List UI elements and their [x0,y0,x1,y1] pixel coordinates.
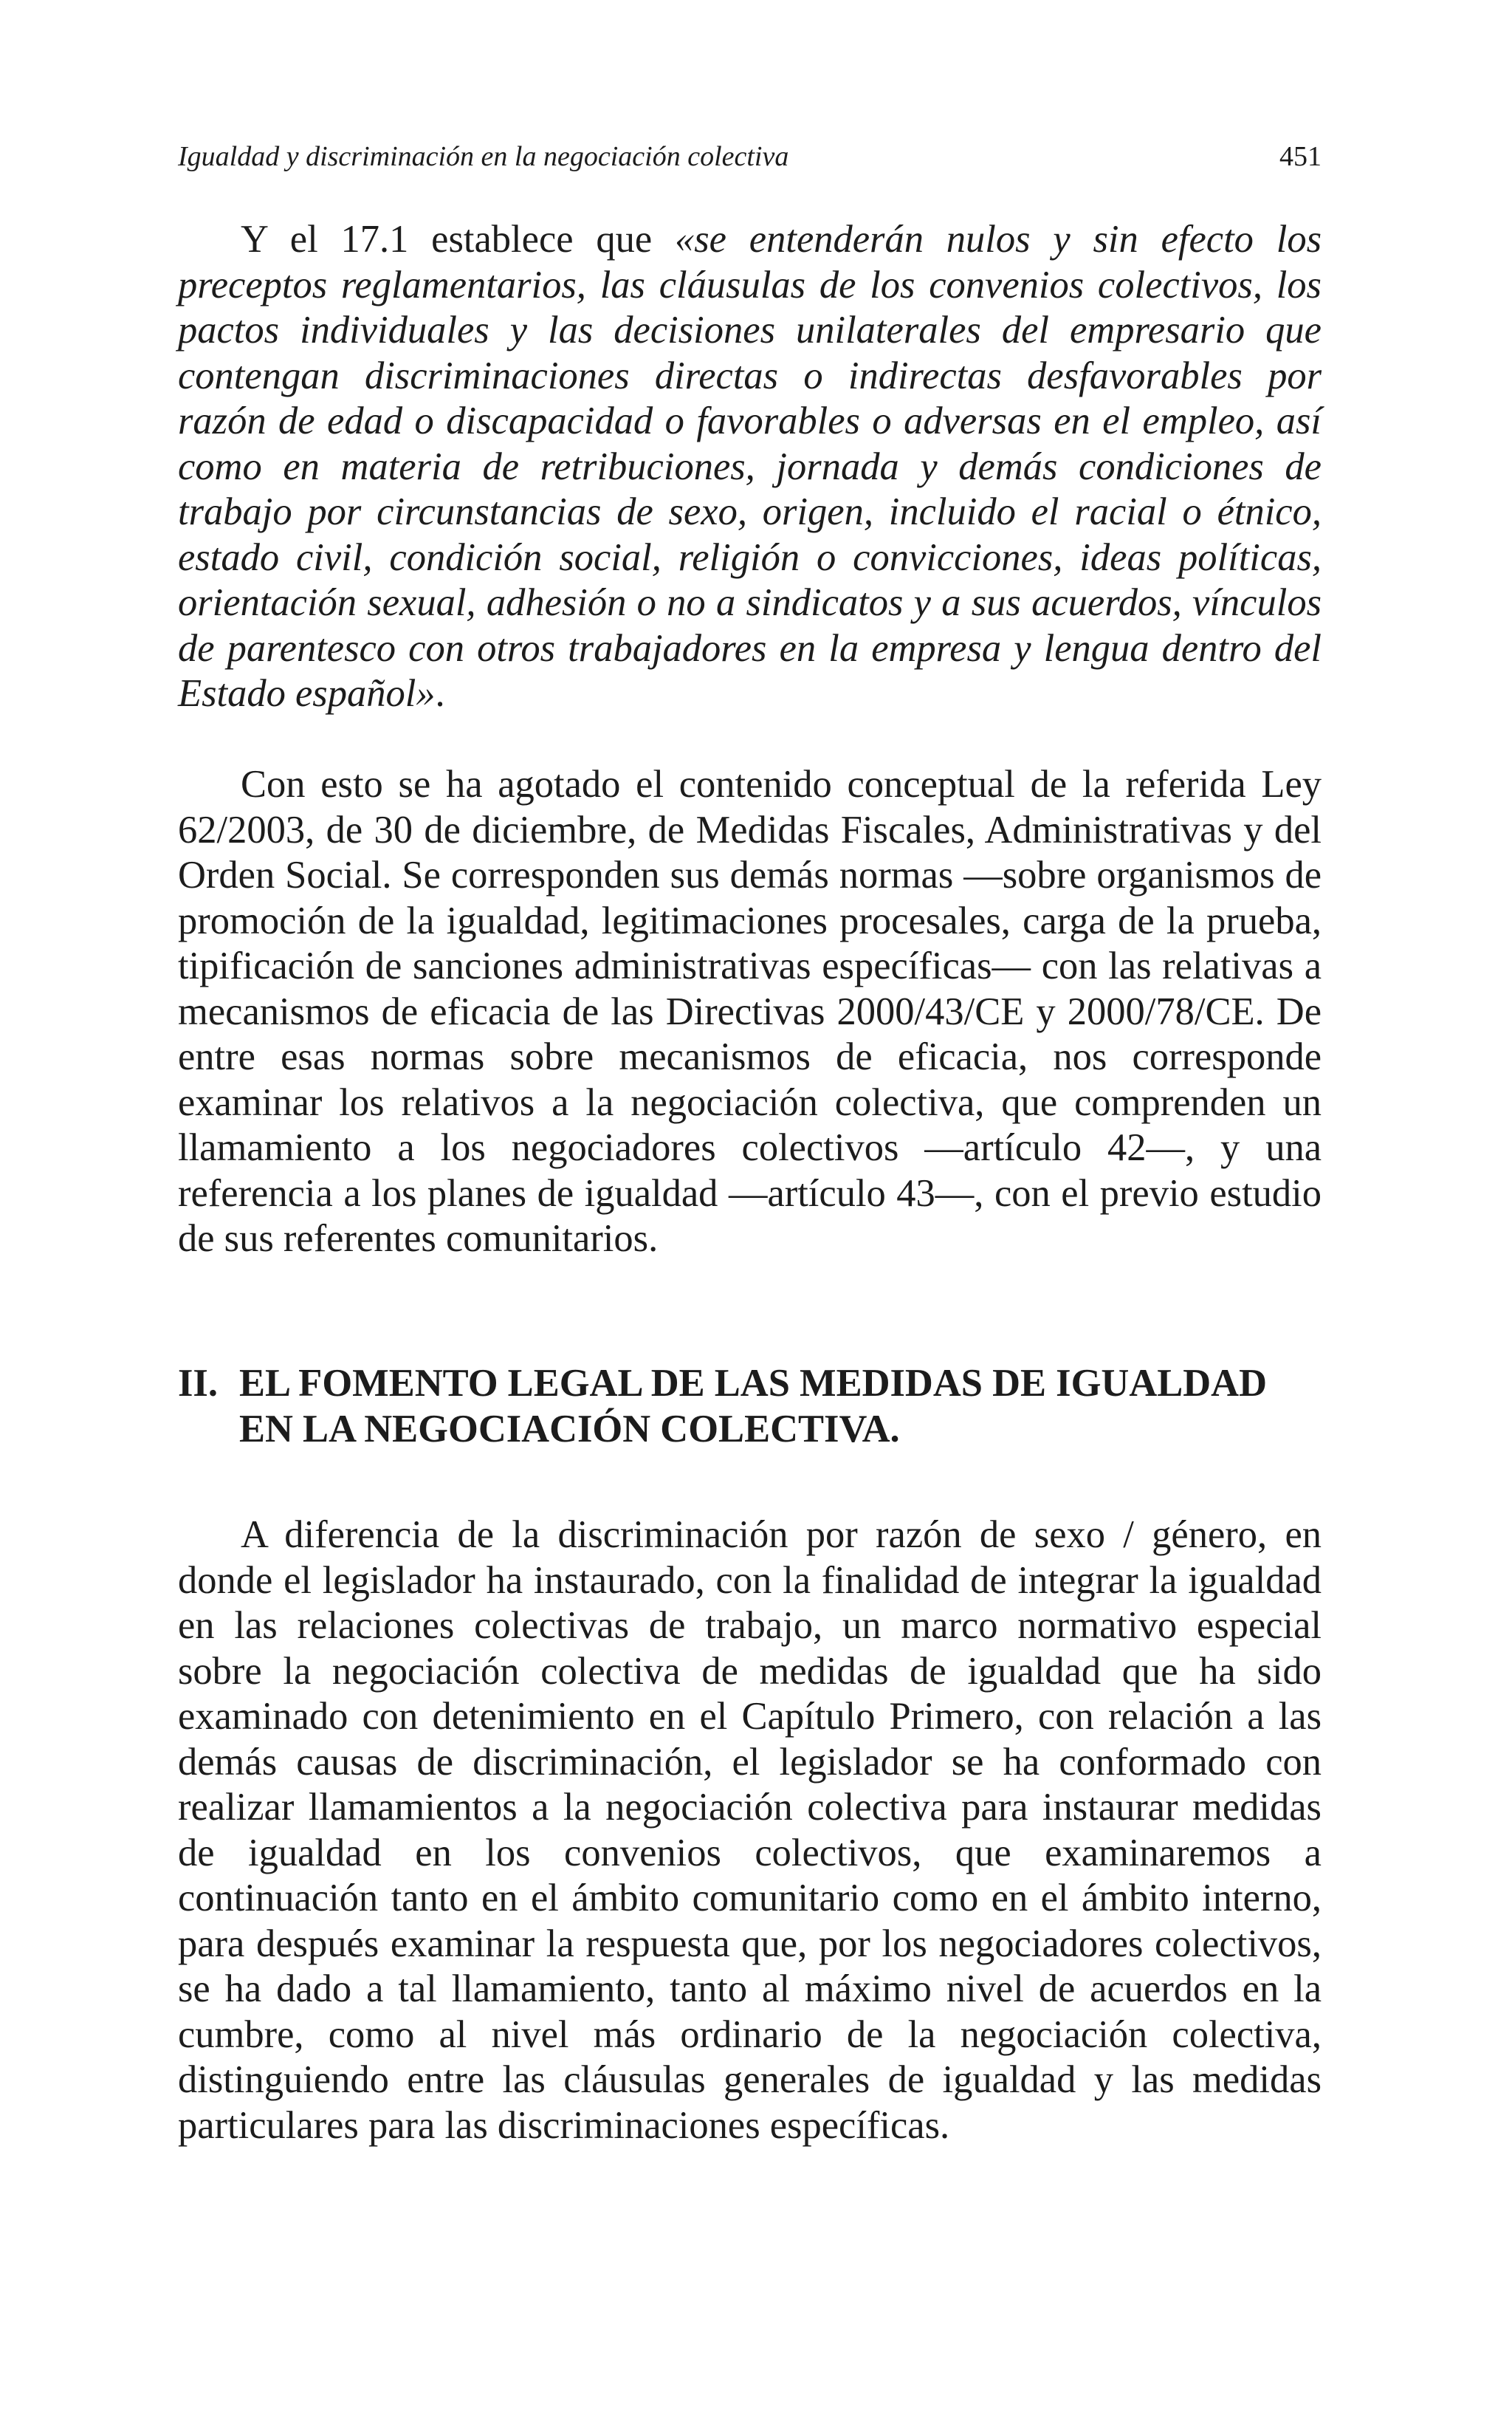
paragraph-lead-text: Y el 17.1 establece que [241,218,675,261]
section-title-line-2: EN LA NEGOCIACIÓN COLECTIVA. [239,1407,900,1450]
quote-trailing-period: . [435,672,445,715]
running-header [178,137,1322,176]
section-number: II. [178,1362,218,1405]
running-title: Igualdad y discriminación en la negociación colectiva [178,141,789,172]
section-title-line-1: EL FOMENTO LEGAL DE LAS MEDIDAS DE IGUALDAD [239,1362,1267,1405]
legal-quote: «se entenderán nulos y sin efecto los preceptos reglamentarios, las cláusulas de los convenios colectivos, los pactos individuales y las decisiones unilaterales del empresario que contengan discriminaciones directas o indirectas desfavorables por razón de edad o discapacidad o favorables o adversas en el empleo, así como en materia de retribuciones, jornada y demás condiciones de trabajo por circunstancias de sexo, origen, incluido el racial o étnico, estado civil, condición social, religión o convicciones, ideas políticas, orientación sexual, adhesión o no a sindicatos y a sus acuerdos, vínculos de parentesco con otros trabajadores en la empresa y lengua dentro del Estado español» [178,218,1322,715]
book-page [178,0,1322,2412]
paragraph-ley-62-2003: Con esto se ha agotado el contenido conceptual de la referida Ley 62/2003, de 30 de diciembre, de Medidas Fiscales, Administrativas y del Orden Social. Se corresponden sus demás normas —sobre organismos de promoción de la igualdad, legitimaciones procesales, carga de la prueba, tipificación de sanciones administrativas específicas— con las relativas a mecanismos de eficacia de las Directivas 2000/43/CE y 2000/78/CE. De entre esas normas sobre mecanismos de eficacia, nos corresponde examinar los relativos a la negociación colectiva, que comprenden un llamamiento a los negociadores colectivos —artículo 42—, y una referencia a los planes de igualdad —artículo 43—, con el previo estudio de sus referentes comunitarios. [178,763,1322,1260]
paragraph-article-17-1 [178,217,1322,717]
section-title [239,1361,1322,1452]
page-number: 451 [1279,141,1322,172]
paragraph-section-intro: A diferencia de la discriminación por razón de sexo / género, en donde el legislador ha instaurado, con la finalidad de integrar la igualdad en las relaciones colectivas de trabajo, un marco normativo especial sobre la negociación colectiva de medidas de igualdad que ha sido examinado con detenimiento en el Capítulo Primero, con relación a las demás causas de discriminación, el legislador se ha conformado con realizar llamamientos a la negociación colectiva para instaurar medidas de igualdad en los convenios colectivos, que examinaremos a continuación tanto en el ámbito comunitario como en el ámbito interno, para después examinar la respuesta que, por los negociadores colectivos, se ha dado a tal llamamiento, tanto al máximo nivel de acuerdos en la cumbre, como al nivel más ordinario de la negociación colectiva, distinguiendo entre las cláusulas generales de igualdad y las medidas particulares para las discriminaciones específicas. [178,1513,1322,2147]
